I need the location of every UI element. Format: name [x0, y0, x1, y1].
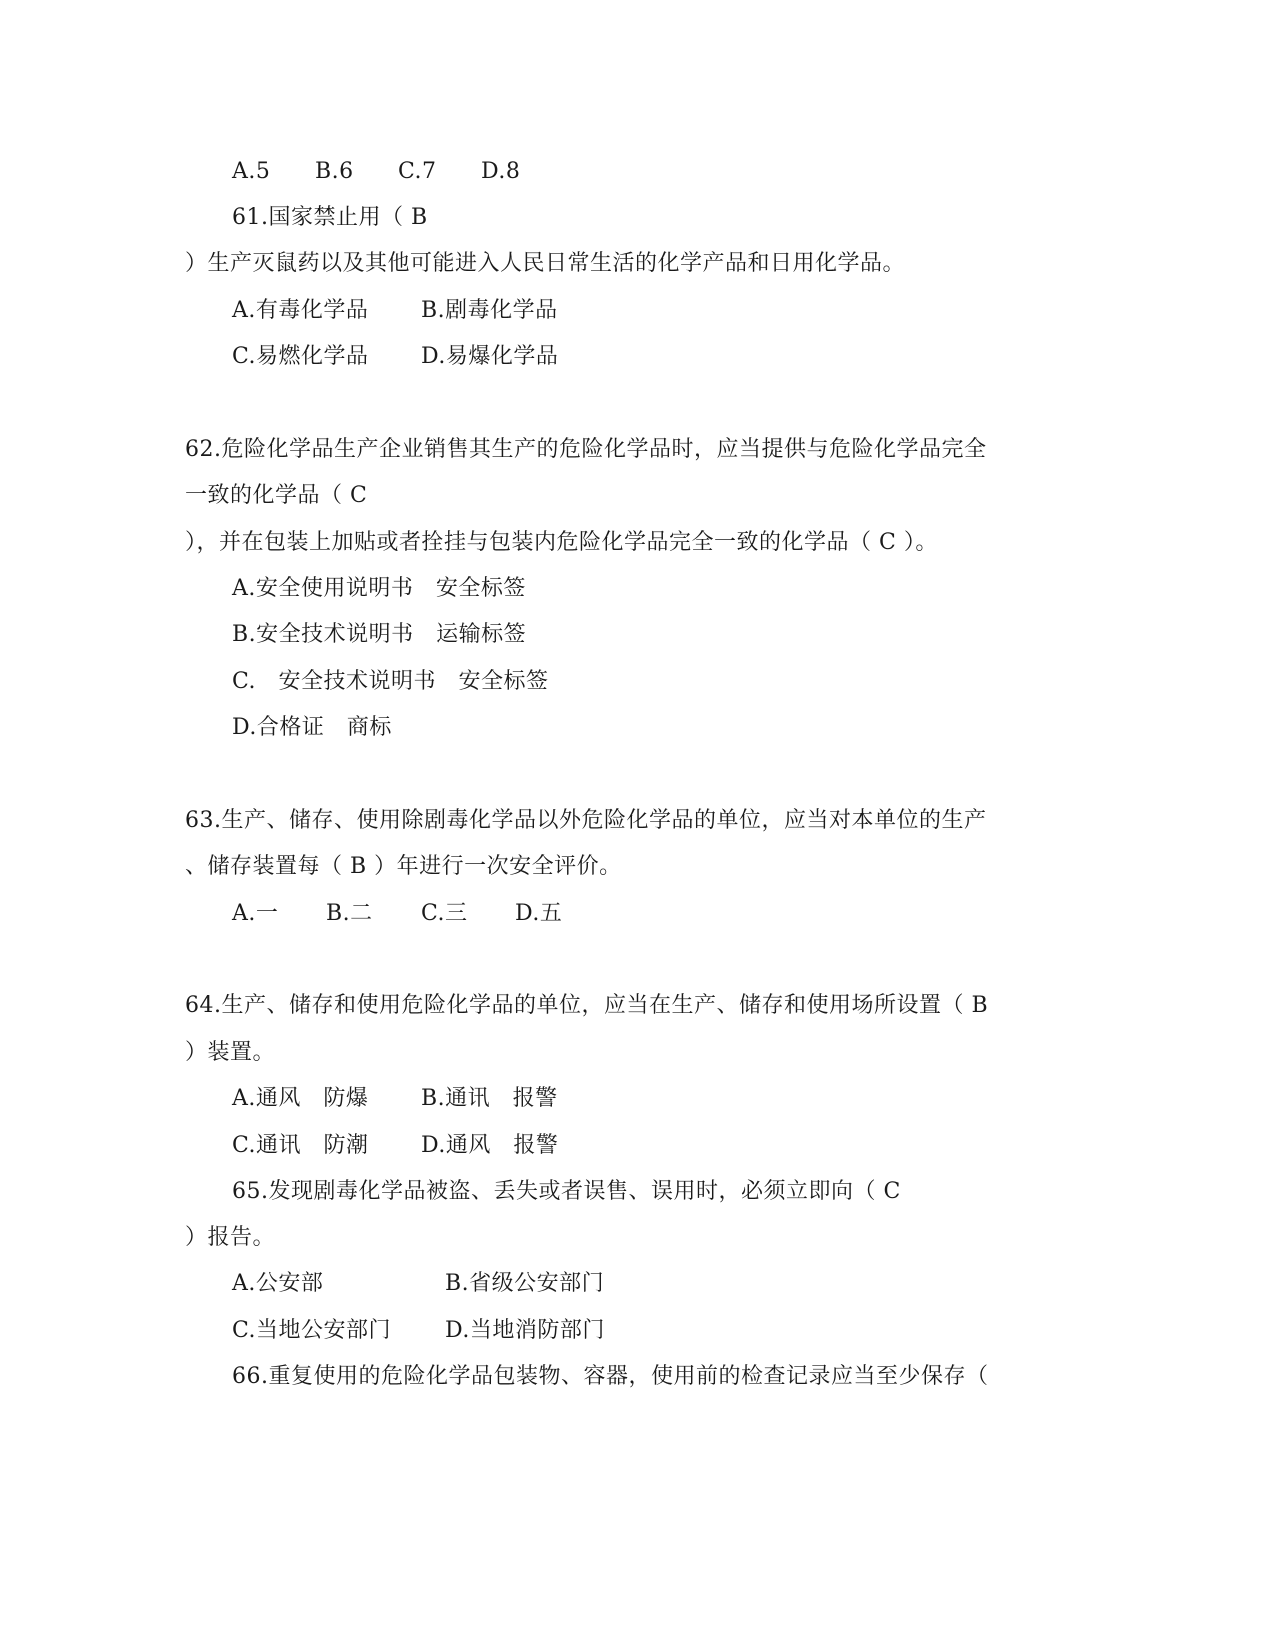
q63-question-line-1: 63.生产、储存、使用除剧毒化学品以外危险化学品的单位，应当对本单位的生产	[185, 808, 987, 833]
q62-option-b: B.安全技术说明书 运输标签	[232, 622, 527, 647]
q63-option-b: B.二	[326, 901, 373, 926]
q65-question-line-1: 65.发现剧毒化学品被盗、丢失或者误售、误用时，必须立即向（ C	[232, 1179, 901, 1204]
q64-option-c: C.通讯 防潮	[232, 1133, 369, 1158]
q64-option-b: B.通讯 报警	[421, 1086, 558, 1111]
q65-question-line-2: ）报告。	[185, 1225, 276, 1250]
q63-option-d: D.五	[515, 901, 563, 926]
q61-option-b: B.剧毒化学品	[421, 298, 558, 323]
q64-option-a: A.通风 防爆	[232, 1086, 369, 1111]
q60-option-b: B.6	[315, 159, 354, 184]
q60-option-a: A.5	[232, 159, 271, 184]
q61-option-c: C.易燃化学品	[232, 344, 369, 369]
q62-question-line-1: 62.危险化学品生产企业销售其生产的危险化学品时，应当提供与危险化学品完全	[185, 437, 987, 462]
q62-question-line-2: 一致的化学品（ C	[185, 483, 368, 508]
q64-option-d: D.通风 报警	[421, 1133, 559, 1158]
q65-option-d: D.当地消防部门	[445, 1318, 605, 1343]
q63-question-line-2: 、储存装置每（ B ）年进行一次安全评价。	[185, 854, 622, 879]
q60-option-c: C.7	[398, 159, 437, 184]
q63-option-a: A.一	[232, 901, 279, 926]
q61-question-line-2: ）生产灭鼠药以及其他可能进入人民日常生活的化学产品和日用化学品。	[185, 251, 906, 276]
q61-option-a: A.有毒化学品	[232, 298, 369, 323]
q61-option-d: D.易爆化学品	[421, 344, 559, 369]
q62-question-line-3: ），并在包装上加贴或者拴挂与包装内危险化学品完全一致的化学品（ C ）。	[185, 530, 938, 555]
q62-option-c: C. 安全技术说明书 安全标签	[232, 669, 549, 694]
q63-option-c: C.三	[421, 901, 468, 926]
q65-option-c: C.当地公安部门	[232, 1318, 392, 1343]
q62-option-a: A.安全使用说明书 安全标签	[232, 576, 526, 601]
q65-option-b: B.省级公安部门	[445, 1271, 605, 1296]
q64-question-line-2: ）装置。	[185, 1040, 276, 1065]
q62-option-d: D.合格证 商标	[232, 715, 392, 740]
q60-option-d: D.8	[481, 159, 521, 184]
q65-option-a: A.公安部	[232, 1271, 324, 1296]
q64-question-line-1: 64.生产、储存和使用危险化学品的单位，应当在生产、储存和使用场所设置（ B	[185, 993, 989, 1018]
q61-question-line-1: 61.国家禁止用（ B	[232, 205, 428, 230]
q66-question-line-1: 66.重复使用的危险化学品包装物、容器，使用前的检查记录应当至少保存（	[232, 1364, 989, 1389]
